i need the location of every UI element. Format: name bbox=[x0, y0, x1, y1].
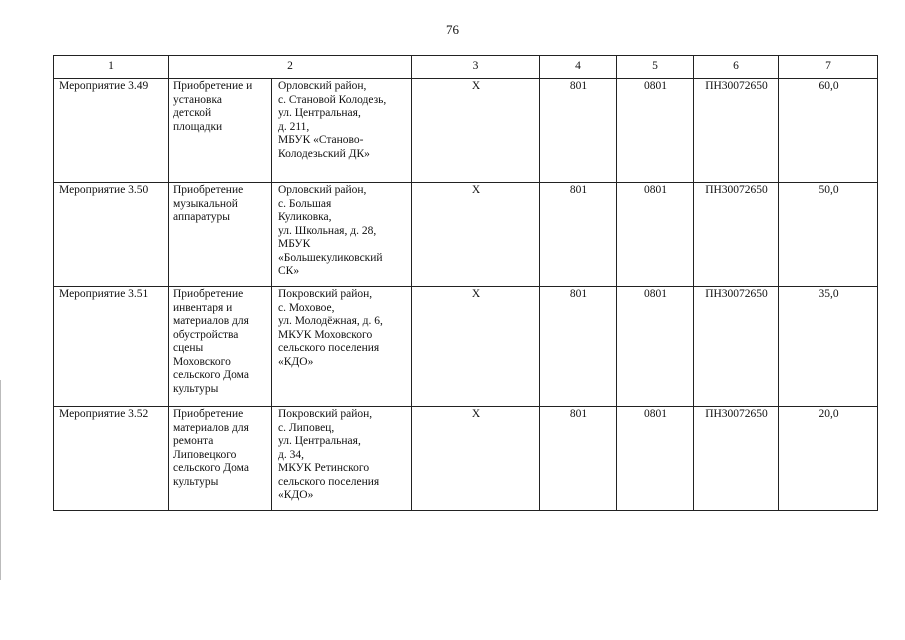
table-row bbox=[54, 287, 878, 407]
row-col6: ПН30072650 bbox=[694, 79, 779, 183]
row-col4: 801 bbox=[540, 287, 617, 407]
row-code: Мероприятие 3.50 bbox=[54, 183, 169, 287]
header-col-3: 3 bbox=[412, 56, 540, 79]
row-col6: ПН30072650 bbox=[694, 287, 779, 407]
row-col6: ПН30072650 bbox=[694, 183, 779, 287]
header-col-6: 6 bbox=[694, 56, 779, 79]
table-header-row bbox=[54, 56, 878, 79]
row-code: Мероприятие 3.51 bbox=[54, 287, 169, 407]
row-amount: 35,0 bbox=[779, 287, 878, 407]
row-col4: 801 bbox=[540, 407, 617, 511]
row-description: Приобретение и установка детской площадки bbox=[169, 79, 272, 183]
row-col6: ПН30072650 bbox=[694, 407, 779, 511]
row-col5: 0801 bbox=[617, 287, 694, 407]
row-description: Приобретение инвентаря и материалов для обустройства сцены Моховского сельского Дома культуры bbox=[169, 287, 272, 407]
table-row bbox=[54, 79, 878, 183]
row-col5: 0801 bbox=[617, 183, 694, 287]
row-col3: Х bbox=[412, 183, 540, 287]
row-col4: 801 bbox=[540, 183, 617, 287]
row-location: Покровский район, с. Липовец, ул. Центральная, д. 34, МКУК Ретинского сельского поселения «КДО» bbox=[272, 407, 412, 511]
row-amount: 20,0 bbox=[779, 407, 878, 511]
header-col-2: 2 bbox=[169, 56, 412, 79]
row-amount: 50,0 bbox=[779, 183, 878, 287]
row-col5: 0801 bbox=[617, 407, 694, 511]
row-description: Приобретение материалов для ремонта Липовецкого сельского Дома культуры bbox=[169, 407, 272, 511]
row-code: Мероприятие 3.49 bbox=[54, 79, 169, 183]
row-col3: Х bbox=[412, 407, 540, 511]
header-col-1: 1 bbox=[54, 56, 169, 79]
row-col3: Х bbox=[412, 79, 540, 183]
row-code: Мероприятие 3.52 bbox=[54, 407, 169, 511]
budget-table bbox=[53, 55, 878, 511]
header-col-5: 5 bbox=[617, 56, 694, 79]
row-description: Приобретение музыкальной аппаратуры bbox=[169, 183, 272, 287]
header-col-4: 4 bbox=[540, 56, 617, 79]
table-row bbox=[54, 407, 878, 511]
row-col5: 0801 bbox=[617, 79, 694, 183]
row-amount: 60,0 bbox=[779, 79, 878, 183]
row-location: Орловский район, с. Большая Куликовка, ул. Школьная, д. 28, МБУК «Большекуликовский СК» bbox=[272, 183, 412, 287]
table-row bbox=[54, 183, 878, 287]
header-col-7: 7 bbox=[779, 56, 878, 79]
row-col4: 801 bbox=[540, 79, 617, 183]
row-col3: Х bbox=[412, 287, 540, 407]
scan-edge-mark bbox=[0, 380, 1, 580]
row-location: Покровский район, с. Моховое, ул. Молодёжная, д. 6, МКУК Моховского сельского поселения «КДО» bbox=[272, 287, 412, 407]
row-location: Орловский район, с. Становой Колодезь, ул. Центральная, д. 211, МБУК «Станово- Колодезьский ДК» bbox=[272, 79, 412, 183]
page-number: 76 bbox=[446, 22, 459, 37]
